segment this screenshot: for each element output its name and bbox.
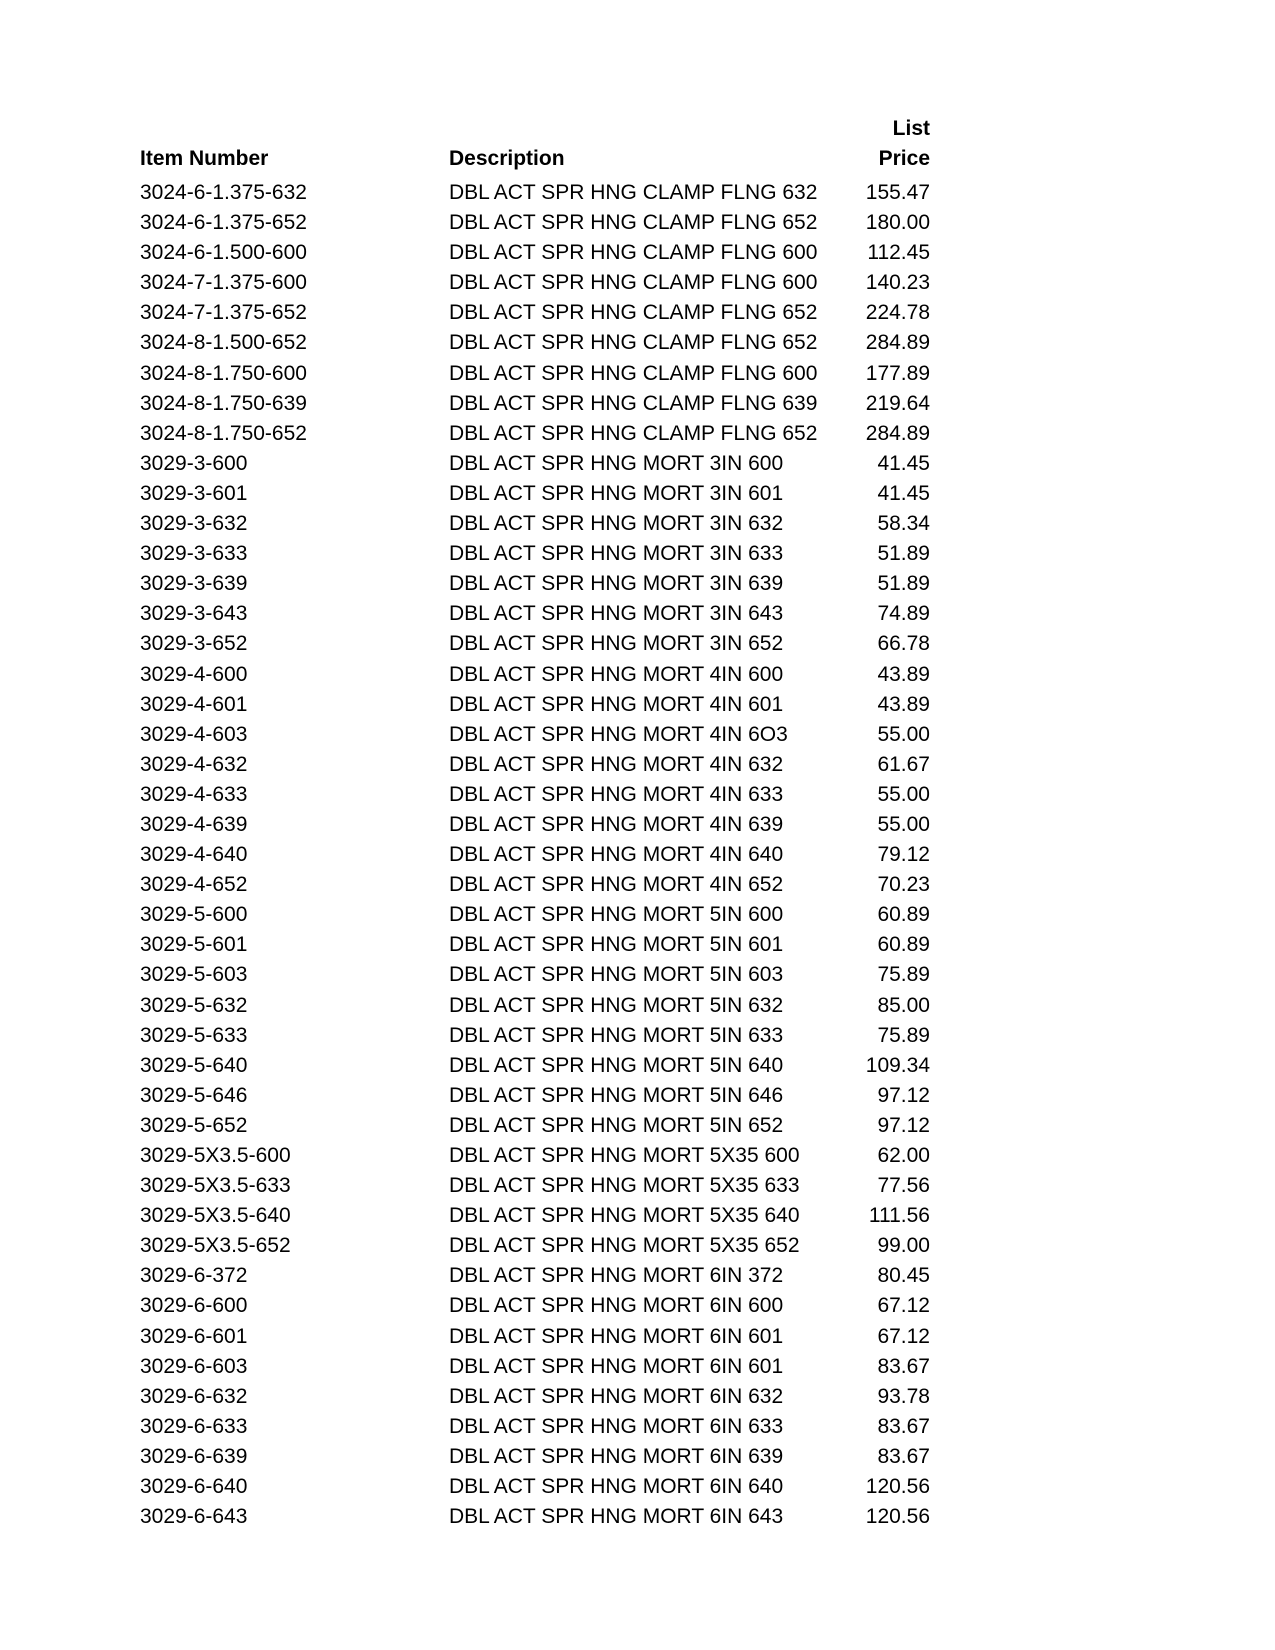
list-price-cell: 75.89 — [877, 1023, 930, 1047]
description-cell: DBL ACT SPR HNG MORT 3IN 633 — [449, 542, 784, 566]
table-row — [140, 960, 930, 990]
table-body — [140, 178, 930, 1532]
description-cell: DBL ACT SPR HNG CLAMP FLNG 652 — [449, 211, 818, 235]
item-number-cell: 3029-3-652 — [140, 632, 248, 656]
list-price-cell: 79.12 — [877, 843, 930, 867]
list-price-cell: 120.56 — [865, 1475, 930, 1499]
list-price-cell: 140.23 — [865, 271, 930, 295]
description-cell: DBL ACT SPR HNG CLAMP FLNG 600 — [449, 241, 818, 265]
description-cell: DBL ACT SPR HNG MORT 3IN 643 — [449, 602, 784, 626]
table-row — [140, 1051, 930, 1081]
table-row — [140, 1141, 930, 1171]
list-price-cell: 83.67 — [877, 1354, 930, 1378]
item-number-cell: 3029-6-603 — [140, 1354, 248, 1378]
description-cell: DBL ACT SPR HNG MORT 6IN 640 — [449, 1475, 784, 1499]
description-cell: DBL ACT SPR HNG MORT 6IN 372 — [449, 1264, 784, 1288]
list-price-cell: 80.45 — [877, 1264, 930, 1288]
table-row — [140, 1021, 930, 1051]
item-number-cell: 3029-3-639 — [140, 572, 248, 596]
list-price-cell: 55.00 — [877, 782, 930, 806]
item-number-cell: 3029-4-640 — [140, 843, 248, 867]
list-price-cell: 55.00 — [877, 812, 930, 836]
table-row — [140, 750, 930, 780]
description-cell: DBL ACT SPR HNG MORT 4IN 6O3 — [449, 722, 788, 746]
description-cell: DBL ACT SPR HNG MORT 5IN 633 — [449, 1023, 784, 1047]
description-cell: DBL ACT SPR HNG MORT 5IN 632 — [449, 993, 784, 1017]
list-price-cell: 284.89 — [865, 331, 930, 355]
list-price-cell: 155.47 — [865, 181, 930, 204]
table-row — [140, 389, 930, 419]
list-price-cell: 177.89 — [865, 361, 930, 385]
description-cell: DBL ACT SPR HNG MORT 4IN 600 — [449, 662, 784, 686]
description-cell: DBL ACT SPR HNG MORT 3IN 601 — [449, 481, 784, 505]
table-row — [140, 208, 930, 238]
table-row — [140, 629, 930, 659]
table-row — [140, 930, 930, 960]
item-number-cell: 3029-6-601 — [140, 1324, 248, 1348]
item-number-cell: 3029-3-600 — [140, 451, 248, 475]
table-row — [140, 660, 930, 690]
table-row — [140, 1472, 930, 1502]
description-cell: DBL ACT SPR HNG MORT 6IN 600 — [449, 1294, 784, 1318]
description-cell: DBL ACT SPR HNG MORT 5X35 600 — [449, 1144, 800, 1167]
list-price-cell: 41.45 — [877, 451, 930, 475]
table-header — [140, 112, 930, 174]
list-price-cell: 112.45 — [867, 241, 930, 265]
description-cell: DBL ACT SPR HNG MORT 4IN 633 — [449, 782, 784, 806]
list-price-cell: 83.67 — [877, 1444, 930, 1468]
item-number-cell: 3029-6-639 — [140, 1444, 248, 1468]
item-number-cell: 3029-4-652 — [140, 873, 248, 897]
description-cell: DBL ACT SPR HNG MORT 4IN 601 — [449, 692, 784, 716]
table-row — [140, 1322, 930, 1352]
table-row — [140, 238, 930, 268]
item-number-cell: 3029-5-633 — [140, 1023, 248, 1047]
item-number-cell: 3029-5-652 — [140, 1113, 248, 1137]
table-row — [140, 1201, 930, 1231]
table-row — [140, 328, 930, 358]
table-row — [140, 569, 930, 599]
item-number-cell: 3029-5-640 — [140, 1053, 248, 1077]
table-row — [140, 1111, 930, 1141]
description-cell: DBL ACT SPR HNG MORT 5X35 652 — [449, 1234, 800, 1258]
item-number-cell: 3024-7-1.375-652 — [140, 301, 307, 325]
item-number-cell: 3029-3-643 — [140, 602, 248, 626]
list-price-cell: 284.89 — [865, 421, 930, 445]
list-price-cell: 67.12 — [877, 1294, 930, 1318]
table-row — [140, 539, 930, 569]
list-price-cell: 43.89 — [877, 662, 930, 686]
table-row — [140, 1081, 930, 1111]
item-number-cell: 3024-7-1.375-600 — [140, 271, 307, 295]
table-row — [140, 870, 930, 900]
description-cell: DBL ACT SPR HNG MORT 6IN 633 — [449, 1414, 784, 1438]
item-number-cell: 3029-5X3.5-600 — [140, 1144, 291, 1167]
item-number-cell: 3029-5-646 — [140, 1083, 248, 1107]
item-number-cell: 3024-6-1.500-600 — [140, 241, 307, 265]
description-cell: DBL ACT SPR HNG MORT 4IN 640 — [449, 843, 784, 867]
list-price-cell: 66.78 — [877, 632, 930, 656]
list-price-cell: 60.89 — [877, 933, 930, 957]
list-price-cell: 61.67 — [877, 752, 930, 776]
table-row — [140, 720, 930, 750]
table-row — [140, 900, 930, 930]
item-number-cell: 3024-8-1.750-639 — [140, 391, 307, 415]
table-row — [140, 1171, 930, 1201]
description-cell: DBL ACT SPR HNG MORT 4IN 639 — [449, 812, 784, 836]
table-row — [140, 268, 930, 298]
item-number-cell: 3029-5X3.5-652 — [140, 1234, 291, 1258]
item-number-cell: 3029-5-632 — [140, 993, 248, 1017]
table-row — [140, 599, 930, 629]
list-price-cell: 109.34 — [865, 1053, 930, 1077]
item-number-cell: 3029-6-640 — [140, 1475, 248, 1499]
description-cell: DBL ACT SPR HNG MORT 6IN 601 — [449, 1324, 784, 1348]
table-row — [140, 1291, 930, 1321]
list-price-cell: 85.00 — [877, 993, 930, 1017]
table-row — [140, 1231, 930, 1261]
item-number-cell: 3029-6-600 — [140, 1294, 248, 1318]
table-row — [140, 479, 930, 509]
description-cell: DBL ACT SPR HNG MORT 3IN 639 — [449, 572, 784, 596]
item-number-cell: 3029-6-372 — [140, 1264, 248, 1288]
description-cell: DBL ACT SPR HNG MORT 5IN 600 — [449, 903, 784, 927]
list-price-cell: 224.78 — [865, 301, 930, 325]
description-cell: DBL ACT SPR HNG MORT 5X35 633 — [449, 1174, 800, 1198]
item-number-cell: 3029-4-603 — [140, 722, 248, 746]
description-cell: DBL ACT SPR HNG MORT 6IN 643 — [449, 1505, 784, 1529]
item-number-cell: 3029-4-633 — [140, 782, 248, 806]
item-number-cell: 3029-5X3.5-633 — [140, 1174, 291, 1198]
description-cell: DBL ACT SPR HNG MORT 3IN 652 — [449, 632, 784, 656]
item-number-cell: 3029-4-639 — [140, 812, 248, 836]
table-row — [140, 509, 930, 539]
list-price-cell: 60.89 — [877, 903, 930, 927]
item-number-cell: 3029-5-601 — [140, 933, 248, 957]
table-row — [140, 449, 930, 479]
item-number-cell: 3029-6-632 — [140, 1384, 248, 1408]
price-list-table — [140, 112, 930, 1532]
item-number-cell: 3024-6-1.375-632 — [140, 181, 307, 204]
description-cell: DBL ACT SPR HNG MORT 6IN 632 — [449, 1384, 784, 1408]
description-cell: DBL ACT SPR HNG CLAMP FLNG 652 — [449, 301, 818, 325]
header-list-price-line1: List — [892, 117, 930, 140]
list-price-cell: 51.89 — [877, 542, 930, 566]
list-price-cell: 180.00 — [865, 211, 930, 235]
description-cell: DBL ACT SPR HNG CLAMP FLNG 639 — [449, 391, 818, 415]
table-row — [140, 991, 930, 1021]
description-cell: DBL ACT SPR HNG MORT 3IN 600 — [449, 451, 784, 475]
table-row — [140, 690, 930, 720]
description-cell: DBL ACT SPR HNG MORT 5IN 646 — [449, 1083, 784, 1107]
description-cell: DBL ACT SPR HNG CLAMP FLNG 600 — [449, 271, 818, 295]
list-price-cell: 51.89 — [877, 572, 930, 596]
item-number-cell: 3029-3-632 — [140, 512, 248, 536]
list-price-cell: 70.23 — [877, 873, 930, 897]
item-number-cell: 3029-4-600 — [140, 662, 248, 686]
item-number-cell: 3029-5X3.5-640 — [140, 1204, 291, 1228]
list-price-cell: 93.78 — [877, 1384, 930, 1408]
item-number-cell: 3029-3-601 — [140, 481, 248, 505]
list-price-cell: 62.00 — [877, 1144, 930, 1167]
list-price-cell: 74.89 — [877, 602, 930, 626]
table-row — [140, 298, 930, 328]
item-number-cell: 3024-8-1.750-652 — [140, 421, 307, 445]
list-price-cell: 77.56 — [877, 1174, 930, 1198]
list-price-cell: 111.56 — [868, 1204, 930, 1228]
table-row — [140, 1442, 930, 1472]
item-number-cell: 3024-8-1.750-600 — [140, 361, 307, 385]
list-price-cell: 99.00 — [877, 1234, 930, 1258]
description-cell: DBL ACT SPR HNG MORT 4IN 652 — [449, 873, 784, 897]
list-price-cell: 41.45 — [877, 481, 930, 505]
description-cell: DBL ACT SPR HNG MORT 6IN 601 — [449, 1354, 784, 1378]
list-price-cell: 43.89 — [877, 692, 930, 716]
description-cell: DBL ACT SPR HNG MORT 6IN 639 — [449, 1444, 784, 1468]
description-cell: DBL ACT SPR HNG MORT 4IN 632 — [449, 752, 784, 776]
item-number-cell: 3029-3-633 — [140, 542, 248, 566]
list-price-cell: 67.12 — [877, 1324, 930, 1348]
item-number-cell: 3029-6-643 — [140, 1505, 248, 1529]
list-price-cell: 219.64 — [865, 391, 930, 415]
item-number-cell: 3029-5-603 — [140, 963, 248, 987]
item-number-cell: 3029-5-600 — [140, 903, 248, 927]
table-row — [140, 178, 930, 208]
table-row — [140, 419, 930, 449]
table-row — [140, 1412, 930, 1442]
description-cell: DBL ACT SPR HNG CLAMP FLNG 652 — [449, 331, 818, 355]
table-row — [140, 359, 930, 389]
description-cell: DBL ACT SPR HNG CLAMP FLNG 632 — [449, 181, 818, 204]
description-cell: DBL ACT SPR HNG MORT 5IN 601 — [449, 933, 784, 957]
table-row — [140, 1382, 930, 1412]
description-cell: DBL ACT SPR HNG MORT 5IN 640 — [449, 1053, 784, 1077]
table-row — [140, 1502, 930, 1532]
list-price-cell: 55.00 — [877, 722, 930, 746]
list-price-cell: 83.67 — [877, 1414, 930, 1438]
table-row — [140, 810, 930, 840]
item-number-cell: 3024-6-1.375-652 — [140, 211, 307, 235]
table-row — [140, 1261, 930, 1291]
table-row — [140, 780, 930, 810]
list-price-cell: 97.12 — [877, 1083, 930, 1107]
header-list-price-line2: Price — [878, 147, 930, 170]
header-description: Description — [449, 147, 565, 170]
list-price-cell: 120.56 — [865, 1505, 930, 1529]
list-price-cell: 97.12 — [877, 1113, 930, 1137]
description-cell: DBL ACT SPR HNG CLAMP FLNG 652 — [449, 421, 818, 445]
item-number-cell: 3024-8-1.500-652 — [140, 331, 307, 355]
item-number-cell: 3029-4-632 — [140, 752, 248, 776]
table-row — [140, 1352, 930, 1382]
table-row — [140, 840, 930, 870]
item-number-cell: 3029-4-601 — [140, 692, 248, 716]
header-item-number: Item Number — [140, 147, 269, 170]
description-cell: DBL ACT SPR HNG MORT 5X35 640 — [449, 1204, 800, 1228]
description-cell: DBL ACT SPR HNG CLAMP FLNG 600 — [449, 361, 818, 385]
list-price-cell: 58.34 — [877, 512, 930, 536]
description-cell: DBL ACT SPR HNG MORT 5IN 652 — [449, 1113, 784, 1137]
list-price-cell: 75.89 — [877, 963, 930, 987]
description-cell: DBL ACT SPR HNG MORT 3IN 632 — [449, 512, 784, 536]
item-number-cell: 3029-6-633 — [140, 1414, 248, 1438]
description-cell: DBL ACT SPR HNG MORT 5IN 603 — [449, 963, 784, 987]
